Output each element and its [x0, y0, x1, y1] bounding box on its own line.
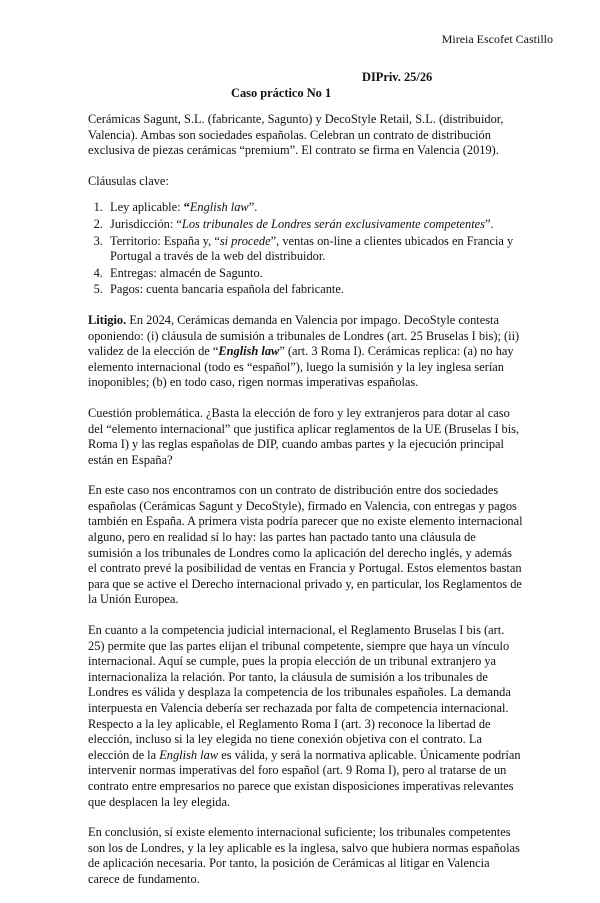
answer-paragraph-1: En este caso nos encontramos con un contrato de distribución entre dos sociedades españolas (Cerámicas Sagunt y DecoStyle), firmado en Valencia, con entregas y pagos también en España. A primera vista podría parecer que no existe elemento internacional alguno, pero en realidad sí lo hay: las partes han pactado tanto una cláusula de sumisión a los tribunales de Londres como la aplicación del derecho inglés, y además el contrato prevé la posibilidad de ventas en Francia y Portugal. Estos elementos bastan para que se active el Derecho internacional privado y, en particular, los Reglamentos de la Unión Europea. — [88, 483, 523, 607]
document-body — [88, 112, 523, 903]
cuestion-paragraph: Cuestión problemática. ¿Basta la elección de foro y ley extranjeros para dotar al caso del “elemento internacional” que justifica aplicar reglamentos de la UE (Bruselas I bis, Roma I) y las reglas españolas de DIP, cuando ambas partes y la ejecución principal están en España? — [88, 405, 520, 467]
clause-item-law: 1. Ley aplicable: “English law”. — [106, 200, 523, 216]
clause-item-deliveries: 4. Entregas: almacén de Sagunto. — [106, 266, 523, 282]
clause-item-territory: 3. Territorio: España y, “si procede”, ventas on-line a clientes ubicados en Francia y Portugal a través de la web del distribuidor. — [106, 234, 523, 265]
litigio-paragraph: Litigio. En 2024, Cerámicas demanda en Valencia por impago. DecoStyle contesta oponiendo: (i) cláusula de sumisión a tribunales de Londres (art. 25 Bruselas I bis); (ii) validez de la elección de “English law” (art. 3 Roma I). Cerámicas replica: (a) no hay elemento internacional (todo es “español”), luego la sumisión y la ley inglesa serían inoponibles; (b) en todo caso, rigen normas imperativas españolas. — [88, 312, 520, 390]
clauses-heading: Cláusulas clave: — [88, 173, 169, 188]
litigio-label: Litigio. — [88, 312, 127, 327]
author-name: Mireia Escofet Castillo — [441, 32, 553, 46]
cuestion-label: Cuestión problemática. — [88, 405, 203, 420]
clause-item-jurisdiction: 2. Jurisdicción: “Los tribunales de Londres serán exclusivamente competentes”. — [106, 217, 523, 233]
course-code: DIPriv. 25/26 — [362, 70, 433, 84]
answer-paragraph-3: En conclusión, sí existe elemento internacional suficiente; los tribunales competentes son los de Londres, y la ley aplicable es la inglesa, salvo que hubiera normas españolas de aplicación necesaria. Por tanto, la posición de Cerámicas al litigar en Valencia carece de fundamento. — [88, 825, 520, 886]
clauses-list — [88, 200, 523, 298]
clause-item-payments: 5. Pagos: cuenta bancaria española del fabricante. — [106, 282, 523, 298]
intro-paragraph: Cerámicas Sagunt, S.L. (fabricante, Sagunto) y DecoStyle Retail, S.L. (distribuidor, Valencia). Ambas son sociedades españolas. Celebran un contrato de distribución exclusiva de piezas cerámicas “premium”. El contrato se firma en Valencia (2019). — [88, 112, 504, 158]
document-title: Caso práctico No 1 — [231, 86, 332, 100]
answer-paragraph-2: En cuanto a la competencia judicial internacional, el Reglamento Bruselas I bis (art. 25) permite que las partes elijan el tribunal competente, siempre que haya un vínculo internacional. Aquí se cumple, pues la propia elección de un tribunal extranjero ya internacionaliza la relación. Por tanto, la cláusula de sumisión a los tribunales de Londres es válida y desplaza la competencia de los tribunales españoles. La demanda interpuesta en Valencia debería ser rechazada por falta de competencia internacional. Respecto a la ley aplicable, el Reglamento Roma I (art. 3) reconoce la libertad de elección, incluso si la ley elegida no tiene conexión objetiva con el contrato. La elección de la English law es válida, y será la normativa aplicable. Únicamente podrían intervenir normas imperativas del foro español (art. 9 Roma I), pero al tratarse de un contrato entre empresarios no parece que existan disposiciones imperativas relevantes que desplacen la ley elegida. — [88, 623, 521, 809]
